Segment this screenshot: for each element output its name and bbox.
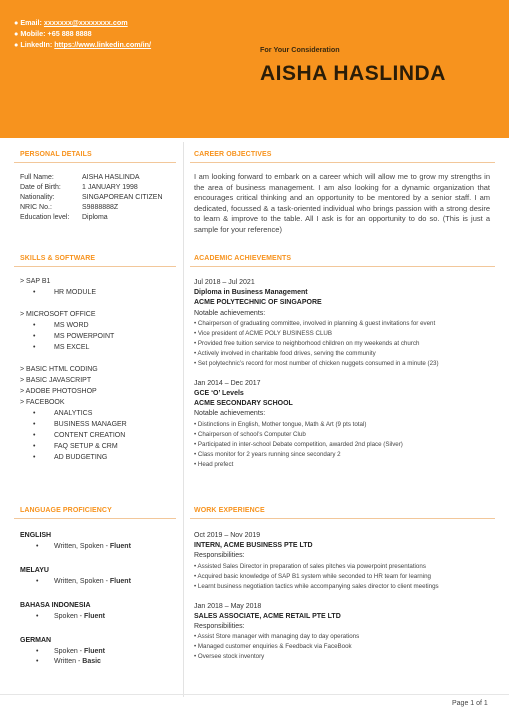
entry-date: Oct 2019 – Nov 2019 xyxy=(194,532,261,539)
skill-item xyxy=(20,342,127,353)
contact-block xyxy=(14,17,151,50)
language-name: ENGLISH xyxy=(20,532,52,539)
academic-list xyxy=(194,278,494,470)
skill-label: AD BUDGETING xyxy=(54,454,108,461)
candidate-name: AISHA HASLINDA xyxy=(260,62,446,85)
section-title-work: WORK EXPERIENCE xyxy=(194,507,265,514)
skill-group: > BASIC HTML CODING xyxy=(20,366,98,373)
responsibility-item: • Learnt business negotiation tactics while accompanying sales director to client meetings xyxy=(194,582,439,590)
language-name: MELAYU xyxy=(20,567,49,574)
language-item xyxy=(20,657,131,668)
email-label: ● Email: xyxy=(14,18,44,27)
responsibility-item: • Assist Store manager with managing day to day operations xyxy=(194,633,360,641)
section-title-personal: PERSONAL DETAILS xyxy=(20,151,92,158)
divider xyxy=(190,518,495,519)
footer-divider xyxy=(0,694,509,695)
language-mode: Written, Spoken - xyxy=(54,577,110,585)
field-label: Full Name: xyxy=(20,174,54,181)
linkedin-link[interactable]: https://www.linkedin.com/in/ xyxy=(54,40,152,49)
skill-label: MS POWERPOINT xyxy=(54,333,115,340)
entry-subheading: Notable achievements: xyxy=(194,410,266,418)
field-label: Date of Birth: xyxy=(20,184,61,191)
responsibility-item: • Oversee stock inventory xyxy=(194,653,265,661)
language-level: Basic xyxy=(82,658,101,665)
work-list xyxy=(194,531,494,662)
field-value: SINGAPOREAN CITIZEN xyxy=(82,194,163,201)
language-mode: Spoken - xyxy=(54,612,84,620)
entry-date: Jan 2014 – Dec 2017 xyxy=(194,379,261,387)
skill-group: > SAP B1 xyxy=(20,278,51,285)
entry-title: SALES ASSOCIATE, ACME RETAIL PTE LTD xyxy=(194,612,341,620)
language-item xyxy=(20,577,131,588)
entry-date: Jul 2018 – Jul 2021 xyxy=(194,279,255,286)
entry-title: INTERN, ACME BUSINESS PTE LTD xyxy=(194,542,313,550)
field-value: 1 JANUARY 1998 xyxy=(82,184,138,191)
skill-label: MS WORD xyxy=(54,322,89,329)
divider xyxy=(14,162,176,163)
language-mode: Written, Spoken - xyxy=(54,542,110,550)
field-label: Nationality: xyxy=(20,194,55,201)
personal-row xyxy=(20,183,163,193)
mobile-value: +65 888 8888 xyxy=(47,29,92,38)
divider xyxy=(14,518,176,519)
skill-item xyxy=(20,419,127,430)
page-number: Page 1 of 1 xyxy=(452,700,488,707)
language-mode: Written - xyxy=(54,658,83,665)
skill-group: > ADOBE PHOTOSHOP xyxy=(20,388,97,395)
field-label: Education level: xyxy=(20,214,70,221)
skill-group: > MICROSOFT OFFICE xyxy=(20,311,96,318)
divider xyxy=(190,162,495,163)
skill-item xyxy=(20,441,127,452)
header-banner xyxy=(0,0,509,138)
field-value: S9888888Z xyxy=(82,204,119,211)
language-item xyxy=(20,647,131,658)
entry-date: Jan 2018 – May 2018 xyxy=(194,602,262,610)
section-title-skills: SKILLS & SOFTWARE xyxy=(20,255,96,262)
tagline: For Your Consideration xyxy=(260,45,340,54)
language-level: Fluent xyxy=(109,542,131,550)
mobile-label: ● Mobile: xyxy=(14,29,48,38)
skill-label: ANALYTICS xyxy=(54,410,93,417)
personal-row xyxy=(20,203,163,213)
skill-item xyxy=(20,408,127,419)
skill-item xyxy=(20,452,127,463)
skill-group: > BASIC JAVASCRIPT xyxy=(20,377,92,384)
entry-title: Diploma in Business Management xyxy=(194,289,308,297)
section-title-career: CAREER OBJECTIVES xyxy=(194,151,272,158)
personal-row xyxy=(20,193,163,203)
skills-list xyxy=(20,276,127,463)
skill-item xyxy=(20,287,127,298)
language-level: Fluent xyxy=(83,647,105,655)
skill-label: MS EXCEL xyxy=(54,344,90,351)
achievement-item: • Actively involved in charitable food drives, serving the community xyxy=(194,349,376,357)
language-mode: Spoken - xyxy=(54,647,84,655)
skill-label: HR MODULE xyxy=(54,289,97,296)
language-level: Fluent xyxy=(83,612,105,620)
linkedin-label: ● LinkedIn: xyxy=(14,40,55,49)
responsibility-item: • Acquired basic knowledge of SAP B1 system while seconded to HR team for learning xyxy=(194,572,431,580)
career-objective-text: I am looking forward to embark on a career which will allow me to grow my strengths in the area of business management. I am also looking for a dynamic organization that encourages critical thinking and an opportunity to be mentored by a senior staff. I am dedicated, focussed & a task-oriented individual who brings passion with a strong desire to learn & improve to the table. All I ask is for an opportunity to do so. (This is just a sample for your reference) xyxy=(194,172,490,234)
divider xyxy=(14,266,176,267)
entry-title: GCE ‘O’ Levels xyxy=(194,390,244,398)
entry-subheading: Notable achievements: xyxy=(194,309,266,317)
language-level: Fluent xyxy=(109,577,131,585)
section-title-academic: ACADEMIC ACHIEVEMENTS xyxy=(194,255,292,262)
achievement-item: • Set polytechnic’s record for most number of chicken nuggets consumed in a minute (23) xyxy=(194,359,439,367)
divider xyxy=(190,266,495,267)
field-label: NRIC No.: xyxy=(20,204,52,211)
achievement-item: • Provided free tuition service to neighborhood children on my weekends at church xyxy=(194,339,420,347)
column-divider xyxy=(183,142,184,697)
personal-row xyxy=(20,173,163,183)
personal-row xyxy=(20,213,163,223)
skill-item xyxy=(20,430,127,441)
skill-label: FAQ SETUP & CRM xyxy=(54,443,118,450)
skill-group: > FACEBOOK xyxy=(20,399,65,406)
language-list xyxy=(20,531,131,668)
achievement-item: • Distinctions in English, Mother tongue, Math & Art (9 pts total) xyxy=(194,420,367,428)
achievement-item: • Chairperson of graduating committee, involved in planning & guest invitations for event xyxy=(194,319,436,327)
field-value: Diploma xyxy=(82,214,108,221)
entry-subheading: Responsibilities: xyxy=(194,552,245,560)
entry-subheading: Responsibilities: xyxy=(194,623,245,631)
section-title-language: LANGUAGE PROFICIENCY xyxy=(20,507,112,514)
language-name: GERMAN xyxy=(20,637,52,644)
language-name: BAHASA INDONESIA xyxy=(20,602,91,609)
field-value: AISHA HASLINDA xyxy=(82,174,140,181)
achievement-item: • Class monitor for 2 years running since secondary 2 xyxy=(194,450,341,458)
email-link[interactable]: xxxxxxx@xxxxxxxx.com xyxy=(43,18,128,27)
entry-school: ACME POLYTECHNIC OF SINGAPORE xyxy=(194,299,322,307)
personal-details xyxy=(20,173,163,223)
skill-label: CONTENT CREATION xyxy=(54,432,126,439)
skill-item xyxy=(20,320,127,331)
achievement-item: • Vice president of ACME POLY BUSINESS CLUB xyxy=(194,329,333,337)
language-item xyxy=(20,542,131,553)
achievement-item: • Head prefect xyxy=(194,460,234,468)
achievement-item: • Participated in inter-school Debate competition, awarded 2nd place (Silver) xyxy=(194,440,403,448)
entry-school: ACME SECONDARY SCHOOL xyxy=(194,400,293,408)
skill-item xyxy=(20,331,127,342)
achievement-item: • Chairperson of school’s Computer Club xyxy=(194,430,306,438)
skill-label: BUSINESS MANAGER xyxy=(54,421,127,428)
responsibility-item: • Assisted Sales Director in preparation of sales pitches via powerpoint presentations xyxy=(194,562,426,570)
language-item xyxy=(20,612,131,623)
responsibility-item: • Managed customer enquiries & Feedback via FaceBook xyxy=(194,643,352,651)
